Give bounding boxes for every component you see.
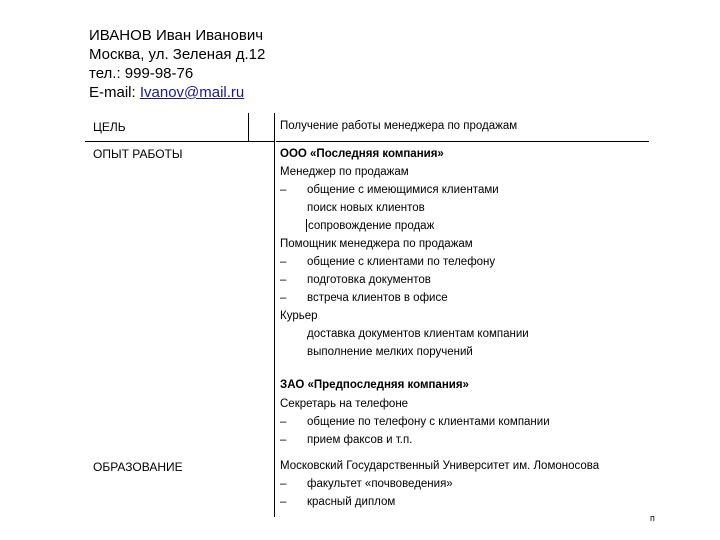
duty-item: встреча клиентов в офисе xyxy=(307,292,448,304)
position-3: Курьер xyxy=(280,310,318,322)
column-divider-top xyxy=(248,113,249,141)
goal-text: Получение работы менеджера по продажам xyxy=(280,120,518,132)
duty-item: общение с клиентами по телефону xyxy=(307,256,496,268)
duty-item: сопровождение продаж xyxy=(308,220,435,232)
company-2: ЗАО «Предпоследняя компания» xyxy=(280,379,469,391)
text-cursor xyxy=(306,219,307,232)
duty-item: прием факсов и т.п. xyxy=(307,434,413,446)
bullet-dash: – xyxy=(280,292,287,304)
position-1: Менеджер по продажам xyxy=(280,166,409,178)
row-divider-goal-right xyxy=(276,141,649,142)
company-1: ООО «Последняя компания» xyxy=(280,148,444,160)
full-name: ИВАНОВ Иван Иванович xyxy=(89,27,264,44)
duty-item: общение с имеющимися клиентами xyxy=(307,184,499,196)
column-divider-right xyxy=(274,113,275,517)
bullet-dash: – xyxy=(280,496,287,508)
section-label-education: ОБРАЗОВАНИЕ xyxy=(93,460,183,474)
page-mark: п xyxy=(650,513,655,523)
position-4: Секретарь на телефоне xyxy=(280,398,409,410)
duty-item: подготовка документов xyxy=(307,274,431,286)
section-label-experience: ОПЫТ РАБОТЫ xyxy=(93,147,183,161)
section-label-goal: ЦЕЛЬ xyxy=(93,120,126,134)
bullet-dash: – xyxy=(280,256,287,268)
resume-header xyxy=(89,26,265,102)
bullet-dash: – xyxy=(280,184,287,196)
bullet-dash: – xyxy=(280,478,287,490)
email-link[interactable]: Ivanov@mail.ru xyxy=(139,84,245,101)
phone: тел.: 999-98-76 xyxy=(89,65,194,82)
bullet-dash: – xyxy=(280,274,287,286)
education-item: факультет «почвоведения» xyxy=(307,478,453,490)
bullet-dash: – xyxy=(280,434,287,446)
email-label: E-mail: xyxy=(89,84,140,101)
duty-item: поиск новых клиентов xyxy=(307,202,425,214)
duty-item: выполнение мелких поручений xyxy=(307,346,473,358)
address: Москва, ул. Зеленая д.12 xyxy=(89,46,266,63)
email-line xyxy=(89,83,265,102)
duty-item: общение по телефону с клиентами компании xyxy=(307,416,550,428)
row-divider-goal xyxy=(85,141,275,142)
duty-item: доставка документов клиентам компании xyxy=(307,328,529,340)
education-item: красный диплом xyxy=(307,496,396,508)
university: Московский Государственный Университет им. Ломоносова xyxy=(280,460,600,472)
bullet-dash: – xyxy=(280,416,287,428)
position-2: Помощник менеджера по продажам xyxy=(280,238,473,250)
